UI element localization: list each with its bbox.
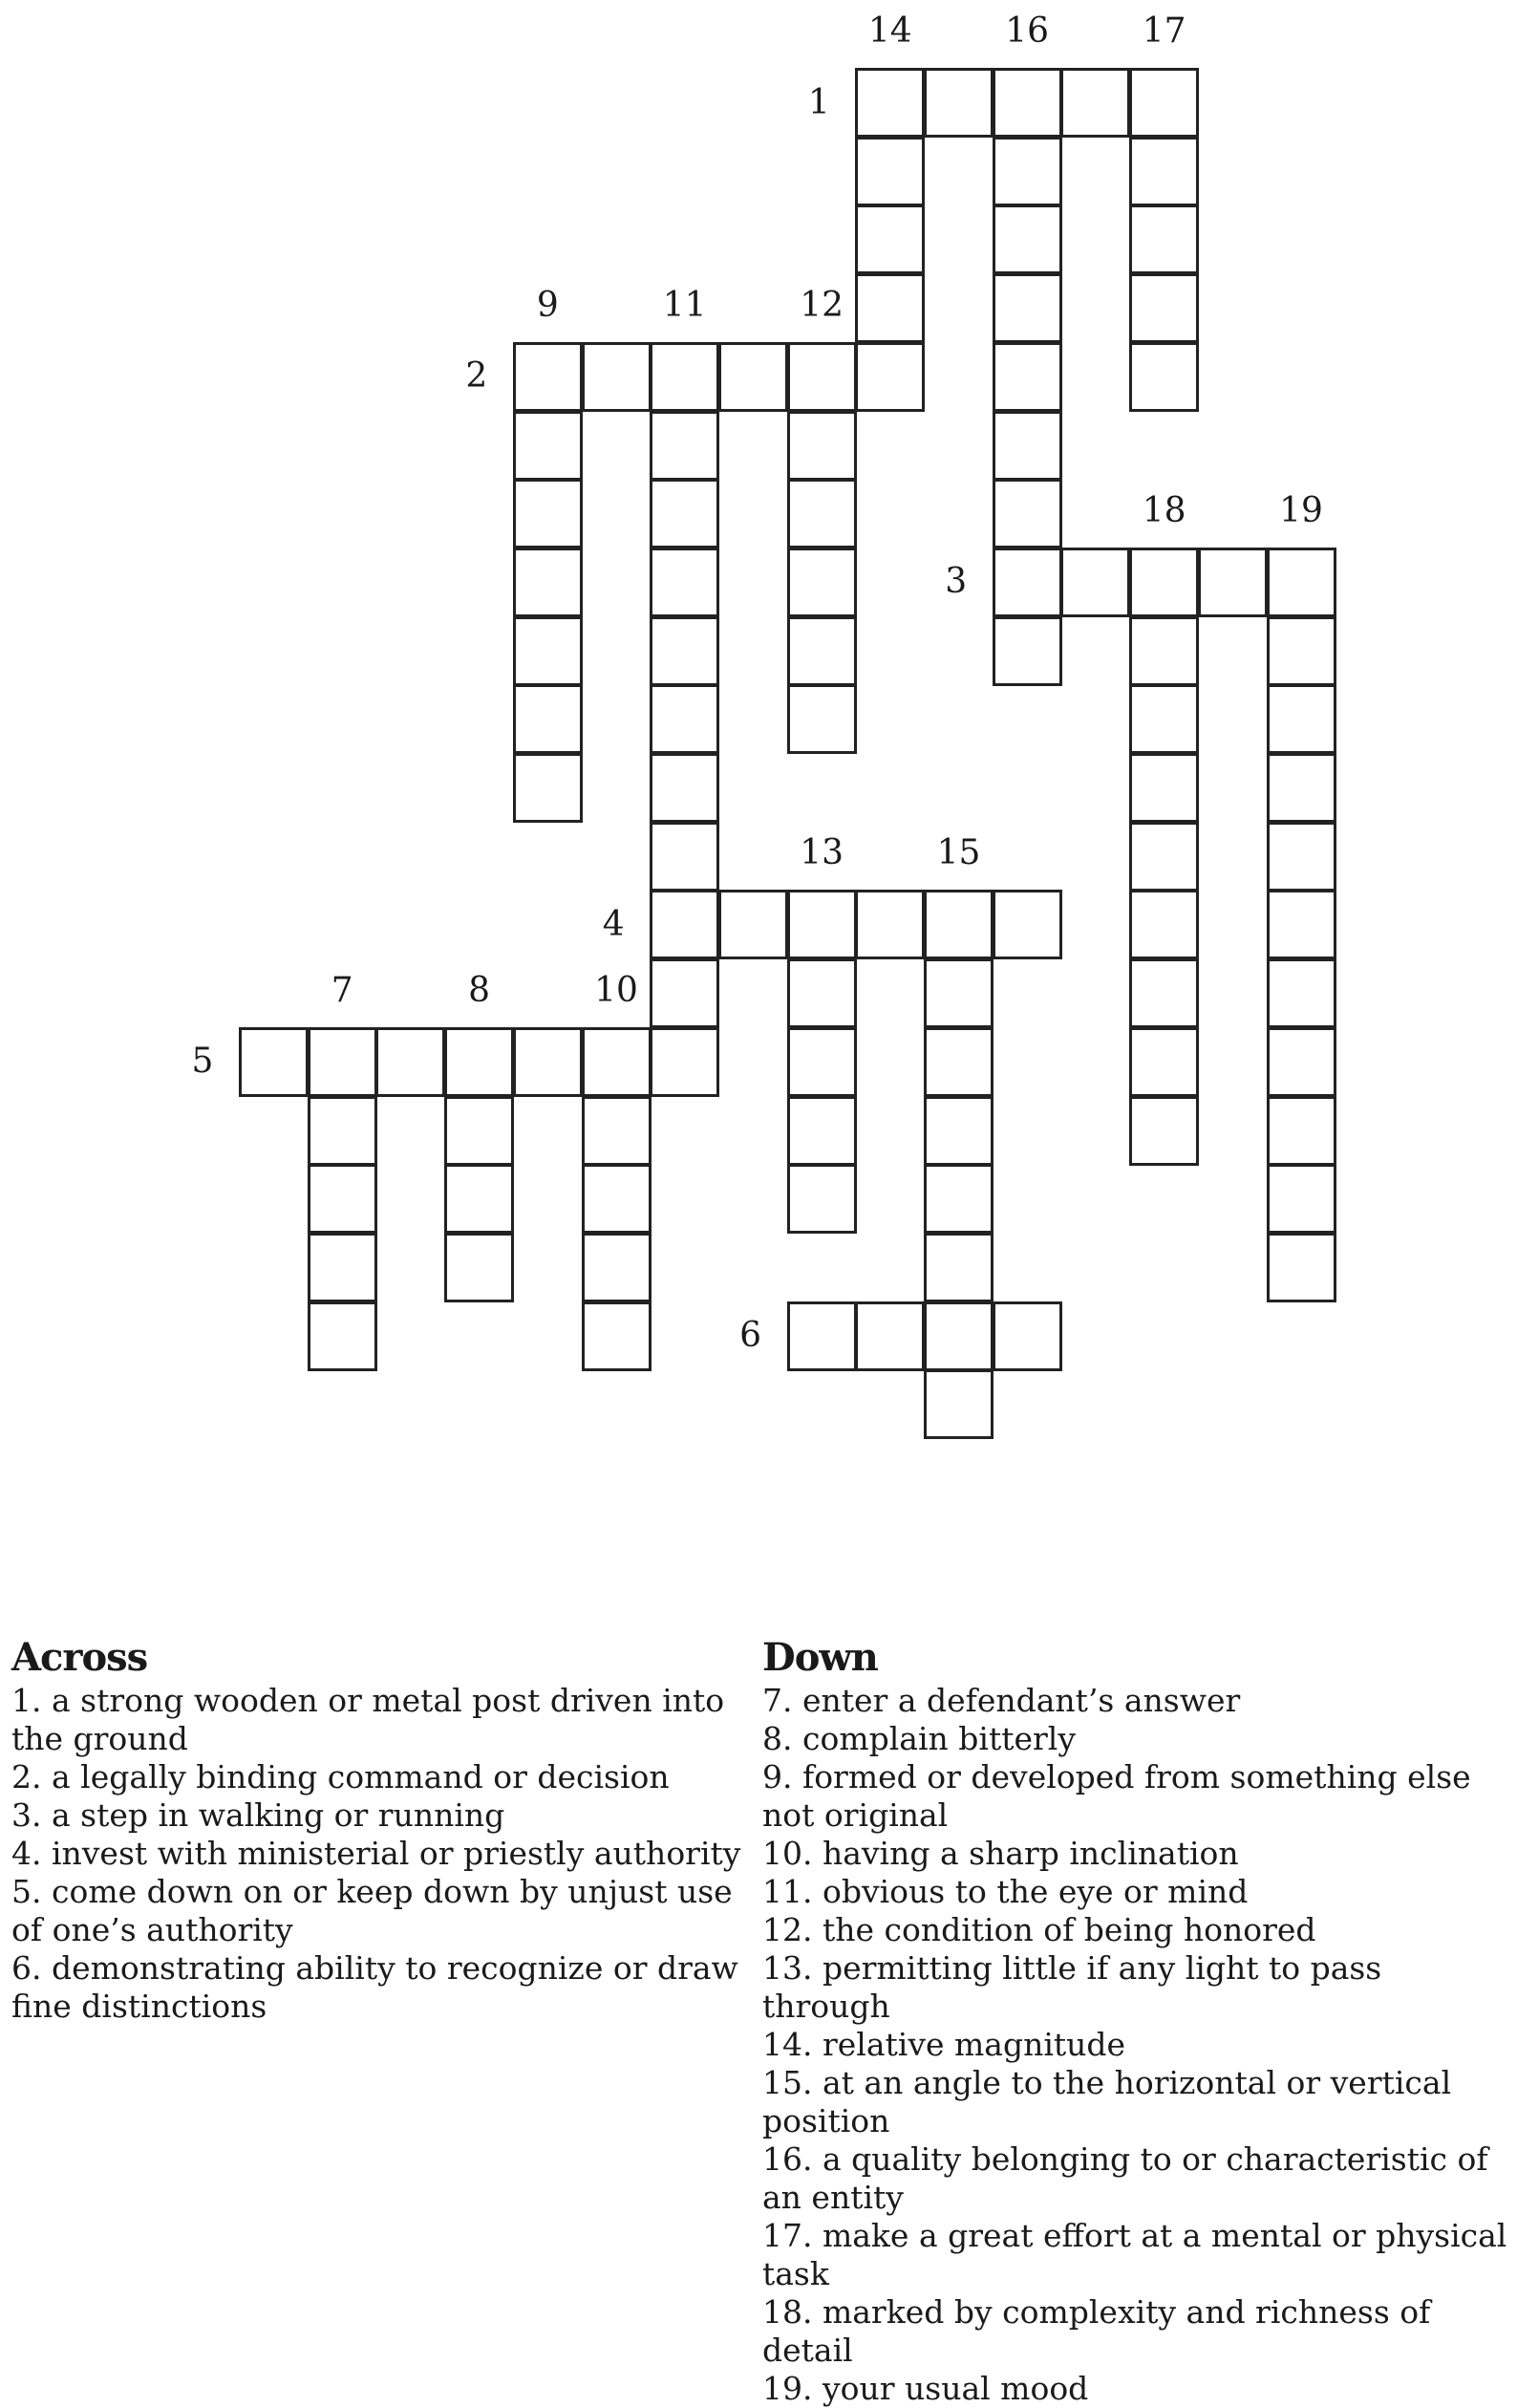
- grid-cell-r16-c4[interactable]: [308, 1096, 377, 1166]
- grid-cell-r17-c6[interactable]: [444, 1164, 514, 1234]
- grid-cell-r19-c13[interactable]: [924, 1301, 994, 1371]
- grid-cell-r7-c9[interactable]: [650, 479, 719, 548]
- clue-number-17: 17: [1142, 11, 1186, 51]
- down-clue-6: 12. the condition of being honored: [762, 1911, 1316, 1948]
- grid-cell-r5-c8[interactable]: [582, 342, 652, 412]
- grid-cell-r18-c6[interactable]: [444, 1233, 514, 1302]
- grid-cell-r19-c14[interactable]: [993, 1301, 1062, 1371]
- grid-cell-r10-c18[interactable]: [1267, 684, 1336, 754]
- down-clue-1: 7. enter a defendant’s answer: [762, 1682, 1241, 1719]
- grid-cell-r17-c11[interactable]: [787, 1164, 857, 1234]
- grid-cell-r16-c6[interactable]: [444, 1096, 514, 1166]
- grid-cell-r5-c14[interactable]: [993, 342, 1062, 412]
- grid-cell-r15-c3[interactable]: [239, 1027, 309, 1097]
- grid-cell-r14-c13[interactable]: [924, 958, 994, 1028]
- grid-cell-r15-c9[interactable]: [650, 1027, 719, 1097]
- grid-cell-r8-c11[interactable]: [787, 548, 857, 617]
- grid-cell-r13-c9[interactable]: [650, 890, 719, 959]
- grid-cell-r8-c16[interactable]: [1129, 548, 1199, 617]
- grid-cell-r9-c14[interactable]: [993, 616, 1062, 686]
- grid-cell-r8-c15[interactable]: [1060, 548, 1130, 617]
- clue-number-19: 19: [1279, 490, 1323, 530]
- grid-cell-r4-c14[interactable]: [993, 273, 1062, 343]
- grid-cell-r7-c14[interactable]: [993, 479, 1062, 548]
- grid-cell-r11-c18[interactable]: [1267, 753, 1336, 823]
- down-clue-13: 19. your usual mood: [762, 2370, 1089, 2407]
- clue-number-9: 9: [536, 285, 559, 325]
- grid-cell-r13-c18[interactable]: [1267, 890, 1336, 959]
- clue-number-18: 18: [1142, 490, 1186, 530]
- across-clue-5: 5. come down on or keep down by unjust use of one’s authority: [11, 1873, 733, 1948]
- grid-cell-r10-c9[interactable]: [650, 684, 719, 754]
- grid-cell-r13-c13[interactable]: [924, 890, 994, 959]
- grid-cell-r9-c7[interactable]: [513, 616, 583, 686]
- across-clue-4: 4. invest with ministerial or priestly authority: [11, 1835, 741, 1872]
- down-clue-5: 11. obvious to the eye or mind: [762, 1873, 1249, 1910]
- grid-cell-r15-c13[interactable]: [924, 1027, 994, 1097]
- down-clue-12: 18. marked by complexity and richness of detail: [762, 2293, 1431, 2369]
- grid-cell-r8-c18[interactable]: [1267, 548, 1336, 617]
- grid-cell-r14-c16[interactable]: [1129, 958, 1199, 1028]
- grid-cell-r1-c16[interactable]: [1129, 68, 1199, 138]
- grid-cell-r10-c11[interactable]: [787, 684, 857, 754]
- grid-cell-r18-c13[interactable]: [924, 1233, 994, 1302]
- clue-number-4: 4: [602, 904, 625, 944]
- clue-number-15: 15: [936, 833, 981, 873]
- clue-number-12: 12: [800, 285, 844, 325]
- grid-cell-r1-c12[interactable]: [855, 68, 925, 138]
- grid-cell-r6-c9[interactable]: [650, 411, 719, 481]
- grid-cell-r5-c7[interactable]: [513, 342, 583, 412]
- grid-cell-r6-c7[interactable]: [513, 411, 583, 481]
- grid-cell-r4-c12[interactable]: [855, 273, 925, 343]
- down-clue-2: 8. complain bitterly: [762, 1720, 1076, 1757]
- grid-cell-r5-c16[interactable]: [1129, 342, 1199, 412]
- grid-cell-r3-c14[interactable]: [993, 204, 1062, 274]
- down-clue-10: 16. a quality belonging to or characteristic of an entity: [762, 2140, 1488, 2216]
- grid-cell-r8-c7[interactable]: [513, 548, 583, 617]
- grid-cell-r14-c9[interactable]: [650, 958, 719, 1028]
- grid-cell-r11-c16[interactable]: [1129, 753, 1199, 823]
- grid-cell-r10-c16[interactable]: [1129, 684, 1199, 754]
- grid-cell-r3-c16[interactable]: [1129, 204, 1199, 274]
- grid-cell-r12-c9[interactable]: [650, 822, 719, 892]
- clue-number-7: 7: [331, 970, 353, 1010]
- down-clue-3: 9. formed or developed from something else not original: [762, 1758, 1471, 1834]
- grid-cell-r2-c12[interactable]: [855, 137, 925, 206]
- across-heading: Across: [11, 1635, 148, 1680]
- grid-cell-r15-c6[interactable]: [444, 1027, 514, 1097]
- grid-cell-r11-c7[interactable]: [513, 753, 583, 823]
- grid-cell-r13-c12[interactable]: [855, 890, 925, 959]
- grid-cell-r16-c11[interactable]: [787, 1096, 857, 1166]
- grid-cell-r13-c10[interactable]: [718, 890, 788, 959]
- grid-cell-r16-c16[interactable]: [1129, 1096, 1199, 1166]
- clue-number-16: 16: [1005, 11, 1050, 51]
- grid-cell-r10-c7[interactable]: [513, 684, 583, 754]
- grid-cell-r1-c15[interactable]: [1060, 68, 1130, 138]
- grid-cell-r5-c11[interactable]: [787, 342, 857, 412]
- grid-cell-r8-c14[interactable]: [993, 548, 1062, 617]
- across-clues-section: [11, 1636, 757, 2026]
- clue-number-8: 8: [468, 970, 491, 1010]
- grid-cell-r7-c11[interactable]: [787, 479, 857, 548]
- grid-cell-r18-c8[interactable]: [582, 1233, 652, 1302]
- grid-cell-r15-c7[interactable]: [513, 1027, 583, 1097]
- down-clue-9: 15. at an angle to the horizontal or vertical position: [762, 2064, 1452, 2139]
- grid-cell-r19-c8[interactable]: [582, 1301, 652, 1371]
- across-clue-6: 6. demonstrating ability to recognize or draw fine distinctions: [11, 1949, 738, 2025]
- grid-cell-r1-c14[interactable]: [993, 68, 1062, 138]
- grid-cell-r11-c9[interactable]: [650, 753, 719, 823]
- grid-cell-r9-c9[interactable]: [650, 616, 719, 686]
- grid-cell-r17-c18[interactable]: [1267, 1164, 1336, 1234]
- grid-cell-r15-c16[interactable]: [1129, 1027, 1199, 1097]
- grid-cell-r14-c11[interactable]: [787, 958, 857, 1028]
- grid-cell-r15-c8[interactable]: [582, 1027, 652, 1097]
- down-clue-8: 14. relative magnitude: [762, 2026, 1126, 2063]
- grid-cell-r5-c9[interactable]: [650, 342, 719, 412]
- grid-cell-r19-c4[interactable]: [308, 1301, 377, 1371]
- grid-cell-r20-c13[interactable]: [924, 1369, 994, 1439]
- grid-cell-r17-c8[interactable]: [582, 1164, 652, 1234]
- grid-cell-r12-c16[interactable]: [1129, 822, 1199, 892]
- grid-cell-r4-c16[interactable]: [1129, 273, 1199, 343]
- clue-number-11: 11: [662, 285, 707, 325]
- clue-number-6: 6: [739, 1316, 762, 1356]
- across-clue-2: 2. a legally binding command or decision: [11, 1758, 670, 1795]
- grid-cell-r1-c13[interactable]: [924, 68, 994, 138]
- grid-cell-r6-c14[interactable]: [993, 411, 1062, 481]
- grid-cell-r12-c18[interactable]: [1267, 822, 1336, 892]
- down-clues-section: [762, 1636, 1507, 2408]
- grid-cell-r17-c4[interactable]: [308, 1164, 377, 1234]
- grid-cell-r16-c13[interactable]: [924, 1096, 994, 1166]
- grid-cell-r19-c11[interactable]: [787, 1301, 857, 1371]
- grid-cell-r15-c18[interactable]: [1267, 1027, 1336, 1097]
- down-clue-11: 17. make a great effort at a mental or physical task: [762, 2217, 1507, 2292]
- clue-number-2: 2: [465, 356, 488, 397]
- clue-number-14: 14: [867, 11, 912, 51]
- clue-number-3: 3: [945, 562, 968, 602]
- grid-cell-r7-c7[interactable]: [513, 479, 583, 548]
- grid-cell-r18-c18[interactable]: [1267, 1233, 1336, 1302]
- grid-cell-r15-c5[interactable]: [375, 1027, 445, 1097]
- across-clue-1: 1. a strong wooden or metal post driven into the ground: [11, 1682, 725, 1757]
- grid-cell-r9-c18[interactable]: [1267, 616, 1336, 686]
- grid-cell-r13-c14[interactable]: [993, 890, 1062, 959]
- clue-number-5: 5: [191, 1042, 214, 1082]
- grid-cell-r8-c9[interactable]: [650, 548, 719, 617]
- grid-cell-r18-c4[interactable]: [308, 1233, 377, 1302]
- grid-cell-r15-c11[interactable]: [787, 1027, 857, 1097]
- grid-cell-r5-c10[interactable]: [718, 342, 788, 412]
- grid-cell-r14-c18[interactable]: [1267, 958, 1336, 1028]
- down-clue-list: [762, 1682, 1507, 2408]
- grid-cell-r3-c12[interactable]: [855, 204, 925, 274]
- grid-cell-r17-c13[interactable]: [924, 1164, 994, 1234]
- clue-number-13: 13: [800, 833, 844, 873]
- grid-cell-r2-c16[interactable]: [1129, 137, 1199, 206]
- grid-cell-r16-c8[interactable]: [582, 1096, 652, 1166]
- grid-cell-r9-c11[interactable]: [787, 616, 857, 686]
- down-clue-4: 10. having a sharp inclination: [762, 1835, 1239, 1872]
- grid-cell-r13-c16[interactable]: [1129, 890, 1199, 959]
- clue-number-10: 10: [594, 970, 638, 1010]
- grid-cell-r8-c17[interactable]: [1198, 548, 1268, 617]
- grid-cell-r13-c11[interactable]: [787, 890, 857, 959]
- grid-cell-r9-c16[interactable]: [1129, 616, 1199, 686]
- across-clue-list: [11, 1682, 757, 2026]
- down-clue-7: 13. permitting little if any light to pass through: [762, 1949, 1382, 2025]
- grid-cell-r6-c11[interactable]: [787, 411, 857, 481]
- grid-cell-r19-c12[interactable]: [855, 1301, 925, 1371]
- clue-number-1: 1: [807, 82, 830, 122]
- across-clue-3: 3. a step in walking or running: [11, 1796, 505, 1834]
- grid-cell-r2-c14[interactable]: [993, 137, 1062, 206]
- down-heading: Down: [762, 1635, 878, 1680]
- grid-cell-r15-c4[interactable]: [308, 1027, 377, 1097]
- grid-cell-r5-c12[interactable]: [855, 342, 925, 412]
- grid-cell-r16-c18[interactable]: [1267, 1096, 1336, 1166]
